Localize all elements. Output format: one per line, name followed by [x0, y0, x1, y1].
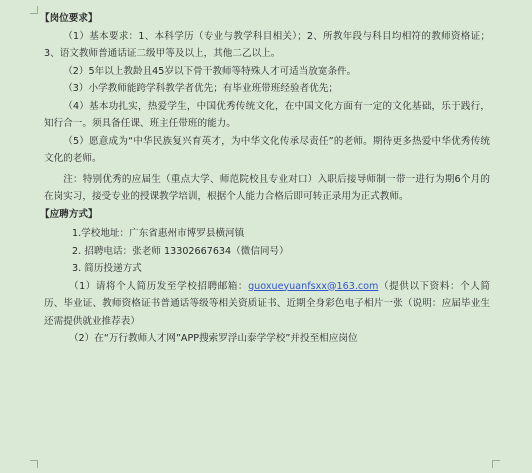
delivery-method-email — [44, 278, 490, 331]
delivery-method-email-prefix: （1）请将个人简历发至学校招聘邮箱： — [68, 280, 249, 292]
delivery-method-email-suffix: （提供以下资料：个人简历、毕业证、教师资格证书普通话等级等相关资质证书、近期全身彩色电子相片一张（说明：应届毕业生还需提供就业推荐表） — [44, 280, 491, 327]
special-note: 注：特别优秀的应届生（重点大学、师范院校且专业对口）入职后接导师制一带一进行为期6个月的在岗实习，接受专业的授课教学培训，根据个人能力合格后即可转正录用为正式教师。 — [44, 173, 490, 202]
document-body — [40, 10, 491, 348]
requirement-paragraph-3: （3）小学教师能跨学科教学者优先；有毕业班带班经验者优先； — [63, 83, 338, 94]
recruit-email-link[interactable]: guoxueyuanfsxx@163.com — [248, 280, 379, 292]
school-address: 1.学校地址：广东省惠州市博罗县横河镇 — [72, 228, 245, 239]
requirement-paragraph-4: （4）基本功扎实，热爱学生，中国优秀传统文化，在中国文化方面有一定的文化基础，乐于践行，知行合一。须具备任课、班主任带班的能力。 — [44, 100, 490, 129]
requirement-paragraph-5: （5）愿意成为“中华民族复兴育英才，为中华文化传承尽责任”的老师。期待更多热爱中华优秀传统文化的老师。 — [44, 135, 490, 164]
recruit-phone: 2. 招聘电话：张老师 13302667634（微信同号） — [72, 245, 289, 257]
page-corner-mark — [30, 6, 38, 14]
requirement-paragraph-1: （1）基本要求：1、本科学历（专业与教学科目相关）；2、所教年段与科目均相符的教师资格证；3、语文教师普通话证二级甲等及以上，其他二乙以上。 — [44, 30, 490, 59]
recruit-heading: 【应聘方式】 — [40, 208, 98, 220]
delivery-method-app: （2）在“万行教师人才网”APP搜索罗浮山泰学学校”并投至相应岗位 — [68, 333, 358, 344]
requirement-paragraph-2: （2）5年以上教龄且45岁以下骨干教师等特殊人才可适当放宽条件。 — [63, 65, 357, 77]
page-corner-mark — [30, 460, 38, 468]
page-corner-mark — [492, 460, 500, 468]
requirements-heading: 【岗位要求】 — [40, 13, 98, 24]
delivery-heading: 3. 简历投递方式 — [72, 263, 142, 274]
